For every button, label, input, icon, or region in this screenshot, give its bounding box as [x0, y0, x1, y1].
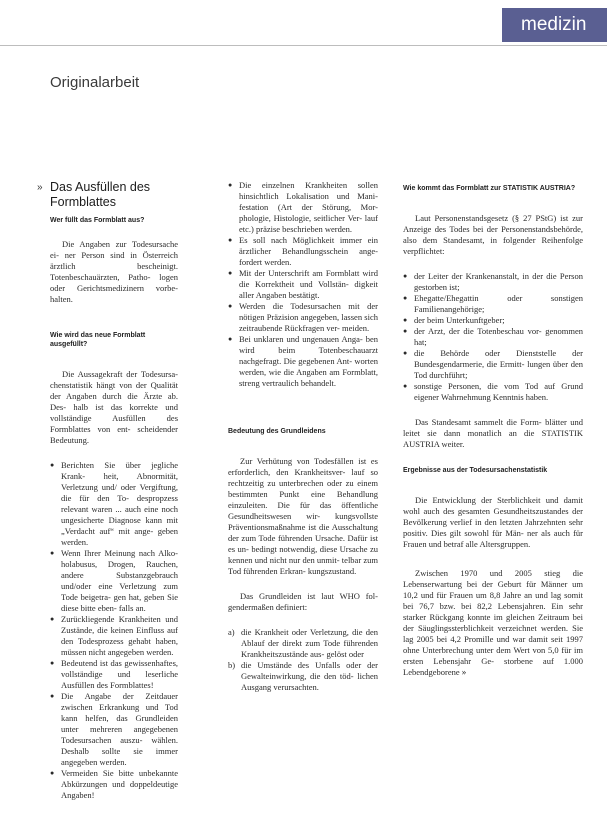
paragraph: [403, 568, 583, 678]
heading-who-fills: Wer füllt das Formblatt aus?: [50, 217, 145, 224]
list-item: ● sonstige Personen, die vom Tod auf Grund eigener Wahrnehmung Kenntnis haben.: [403, 381, 583, 403]
list-item-text: die Umstände des Unfalls oder der Gewalteinwirkung, die den töd- lichen Ausgang verursachten.: [241, 660, 378, 692]
list-item: ● Es soll nach Möglichkeit immer ein ärztlicher Behandlungsschein ange- fordert werden.: [228, 235, 378, 268]
bullet-list: [403, 271, 583, 403]
lettered-list: [228, 627, 378, 693]
list-item: ● Die Angabe der Zeitdauer zwischen Erkrankung und Tod kann helfen, das Grundleiden unter mehreren angegebenen Todesursachen auszu- wählen. Deshalb sollte sie immer angegeben werden.: [50, 691, 178, 768]
paragraph: Das Grundleiden ist laut WHO fol- gendermaßen definiert:: [228, 591, 378, 612]
heading-underlying-cause: Bedeutung des Grundleidens: [228, 428, 326, 435]
list-item: [228, 627, 378, 660]
bullet-list: [228, 180, 378, 389]
list-item: ● Bei unklaren und ungenauen Anga- ben wird beim Totenbeschauarzt nachgefragt. Die gegebenen Ant- worten werden, wie die Angaben am Formblatt, streng vertraulich behandelt.: [228, 334, 378, 389]
header-rule: [0, 45, 607, 46]
list-item: ● der Arzt, der die Totenbeschau vor- genommen hat;: [403, 326, 583, 348]
list-item: ● der beim Unterkunftgeber;: [403, 315, 583, 326]
list-item: ● Ehegatte/Ehegattin oder sonstigen Familienangehörige;: [403, 293, 583, 315]
list-item: [228, 660, 378, 693]
column-3: [403, 184, 583, 692]
section-marker-icon: »: [37, 182, 43, 193]
bullet-list: [50, 460, 178, 801]
list-item: ● Zurückliegende Krankheiten und Zustände, die keinen Einfluss auf den Todesprozess gehabt haben, müssen nicht angegeben werden.: [50, 614, 178, 658]
paragraph: Die Entwicklung der Sterblichkeit und damit wohl auch des gesamten Gesundheitszustandes der Bevölkerung verlief in den letzten Jahrzehnten sehr positiv. Dies gilt sowohl für Män- ner als auch für Frauen und betraf alle Altersgruppen.: [403, 495, 583, 549]
list-item: ● Die einzelnen Krankheiten sollen hinsichtlich Lokalisation und Mani- festation (Art der Störung, Mor- phologie, Histologie, seitlicher Ver- lauf etc.) präzise beschrieben werden.: [228, 180, 378, 235]
section-badge: medizin: [502, 8, 607, 42]
list-item: ● Werden die Todesursachen mit der nötigen Präzision angegeben, lassen sich zeitraubende Rückfragen ver- meiden.: [228, 301, 378, 334]
list-letter: a): [228, 627, 235, 637]
paragraph: Die Angaben zur Todesursache ei- ner Person sind in Österreich ärztlich bescheinigt. Totenbeschauärzten, Patho- logen oder Gerichtsmedizinern vorbe- halten.: [50, 239, 178, 304]
section-label: Originalarbeit: [50, 74, 140, 91]
paragraph: Die Aussagekraft der Todesursa- chenstatistik hängt von der Qualität der Angaben durch die Ärzte ab. Des- halb ist das korrekte und vollständige Ausfüllen des Formblattes von ent- scheidender Bedeutung.: [50, 369, 178, 445]
continue-arrow-icon: »: [461, 667, 467, 677]
heading-results: Ergebnisse aus der Todesursachenstatistik: [403, 467, 548, 474]
paragraph: Zur Verhütung von Todesfällen ist es erforderlich, den Krankheitsver- lauf so rechtzeitig zu unterbrechen oder zu einem bestimmten Punkt eine Behandlung einzuleiten. Die für das öffentliche Gesundheitswesen wir- kungsvollste Präventionsmaßnahme ist die Ausschaltung der zum Tode führenden Ursache. Dafür ist es un- bedingt notwendig, diese Ursache zu kennen und nicht nur den unmit- telbar zum Tod führenden Erkran- kungszustand.: [228, 456, 378, 576]
paragraph-text: Zwischen 1970 und 2005 stieg die Lebenserwartung bei der Geburt für Männer um 10,2 und für Frauen um 8,8 Jahre an und lag somit bei 76,7 bzw. bei 82,2 Lebensjahren. Ein sehr starker Rückgang konnte im gleichen Zeitraum bei der Säuglingssterblichkeit verzeichnet werden. Sie lag 2005 bei 4,2 Promille und war damit seit 1997 ohne Unterbrechung unter dem Wert von 5,0 für im ersten Lebensjahr Ge- storbene auf 1.000 Lebendgeborene: [403, 568, 583, 677]
list-item: ● der Leiter der Krankenanstalt, in der die Person gestorben ist;: [403, 271, 583, 293]
list-item-text: die Krankheit oder Verletzung, die den Ablauf der direkt zum Tode führenden Krankheitszustände aus- gelöst oder: [241, 627, 378, 659]
heading-how-filled: Wie wird das neue Formblatt ausgefüllt?: [50, 332, 146, 348]
list-item: ● die Behörde oder Dienststelle der Bundesgendarmerie, die Ermitt- lungen über den Tod durchführt;: [403, 348, 583, 381]
list-letter: b): [228, 660, 236, 670]
list-item: ● Mit der Unterschrift am Formblatt wird die Korrektheit und Vollstän- digkeit aller Angaben bestätigt.: [228, 268, 378, 301]
list-item: ● Berichten Sie über jegliche Krank- heit, Abnormität, Verletzung und/ oder Vergiftung, die für den To- despropzess relevant waren ... auch eine noch ungesicherte Diagnose kann mit „Verdacht auf“ mit ange- geben werden.: [50, 460, 178, 548]
list-item: ● Vermeiden Sie bitte unbekannte Abkürzungen und doppeldeutige Angaben!: [50, 768, 178, 801]
article-title-text: Das Ausfüllen des Formblattes: [50, 180, 151, 209]
heading-how-reaches: Wie kommt das Formblatt zur STATISTIK AUSTRIA?: [403, 185, 576, 192]
column-2: [228, 180, 378, 693]
column-1: [37, 180, 178, 815]
paragraph: Das Standesamt sammelt die Form- blätter und leitet sie dann monatlich an die STATISTIK AUSTRIA weiter.: [403, 417, 583, 449]
list-item: ● Wenn Ihrer Meinung nach Alko- holabusus, Drogen, Rauchen, andere Substanzgebrauch und/oder eine Verletzung zum Tode beigetra- gen hat, geben Sie diese bitte eben- falls an.: [50, 548, 178, 614]
list-item: ● Bedeutend ist das gewissenhaftes, vollständige und leserliche Ausfüllen des Formblattes!: [50, 658, 178, 691]
paragraph: Laut Personenstandsgesetz (§ 27 PStG) ist zur Anzeige des Todes bei der Personenstandsbehörde, also dem Standesamt, in folgender Reihenfolge verpflichtet:: [403, 213, 583, 256]
article-title: [37, 180, 178, 210]
